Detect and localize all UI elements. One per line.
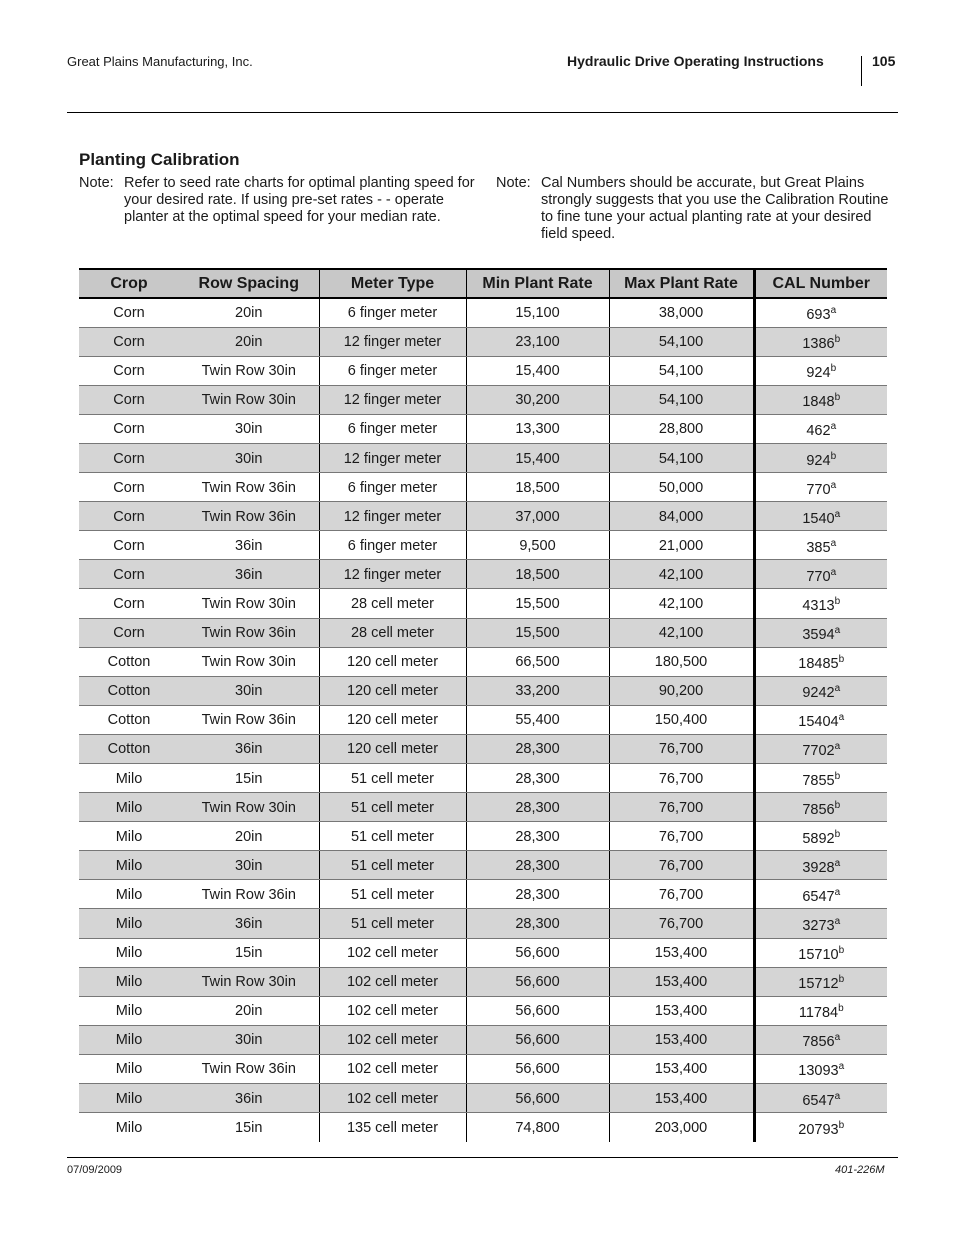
cal-number-cell bbox=[754, 1084, 887, 1113]
meter-type-cell: 120 cell meter bbox=[319, 647, 466, 676]
cal-number-cell bbox=[754, 764, 887, 793]
footnote-marker: a bbox=[834, 1032, 841, 1044]
min-plant-rate-cell: 56,600 bbox=[466, 996, 609, 1025]
footer-rule bbox=[67, 1157, 898, 1158]
meter-type-cell: 51 cell meter bbox=[319, 880, 466, 909]
crop-cell: Corn bbox=[79, 589, 179, 618]
max-plant-rate-cell: 54,100 bbox=[609, 385, 754, 414]
table-row bbox=[79, 909, 887, 938]
min-plant-rate-cell: 56,600 bbox=[466, 1084, 609, 1113]
table-row bbox=[79, 298, 887, 327]
crop-cell: Cotton bbox=[79, 676, 179, 705]
cal-number-value: 1848 bbox=[802, 394, 835, 411]
meter-type-cell: 51 cell meter bbox=[319, 793, 466, 822]
row-spacing-cell: 15in bbox=[179, 764, 319, 793]
cal-number-value: 7702 bbox=[802, 743, 835, 760]
row-spacing-cell: 20in bbox=[179, 298, 319, 327]
max-plant-rate-cell: 50,000 bbox=[609, 473, 754, 502]
meter-type-cell: 28 cell meter bbox=[319, 618, 466, 647]
footnote-marker: a bbox=[834, 741, 841, 753]
crop-cell: Milo bbox=[79, 1084, 179, 1113]
crop-cell: Milo bbox=[79, 1025, 179, 1054]
row-spacing-cell: 20in bbox=[179, 996, 319, 1025]
crop-cell: Corn bbox=[79, 385, 179, 414]
meter-type-cell: 6 finger meter bbox=[319, 414, 466, 443]
cal-number-cell bbox=[754, 938, 887, 967]
min-plant-rate-cell: 18,500 bbox=[466, 473, 609, 502]
max-plant-rate-cell: 42,100 bbox=[609, 589, 754, 618]
footnote-marker: b bbox=[838, 654, 845, 666]
cal-number-value: 3594 bbox=[802, 627, 835, 644]
row-spacing-cell: 36in bbox=[179, 734, 319, 763]
cal-number-value: 1540 bbox=[802, 510, 835, 527]
min-plant-rate-cell: 15,500 bbox=[466, 589, 609, 618]
cal-number-cell bbox=[754, 502, 887, 531]
meter-type-cell: 12 finger meter bbox=[319, 502, 466, 531]
table-row bbox=[79, 938, 887, 967]
table-row bbox=[79, 1084, 887, 1113]
min-plant-rate-cell: 28,300 bbox=[466, 793, 609, 822]
cal-number-cell bbox=[754, 909, 887, 938]
crop-cell: Corn bbox=[79, 618, 179, 647]
cal-number-value: 18485 bbox=[798, 656, 839, 673]
table-header-row bbox=[79, 269, 887, 298]
table-row bbox=[79, 851, 887, 880]
row-spacing-cell: Twin Row 36in bbox=[179, 705, 319, 734]
min-plant-rate-cell: 56,600 bbox=[466, 1025, 609, 1054]
max-plant-rate-cell: 84,000 bbox=[609, 502, 754, 531]
cal-number-cell bbox=[754, 851, 887, 880]
cal-number-cell bbox=[754, 705, 887, 734]
row-spacing-cell: 30in bbox=[179, 414, 319, 443]
footnote-marker: a bbox=[834, 857, 841, 869]
cal-number-cell bbox=[754, 1113, 887, 1142]
footnote-marker: b bbox=[830, 363, 837, 375]
footnote-marker: a bbox=[830, 566, 837, 578]
max-plant-rate-cell: 54,100 bbox=[609, 327, 754, 356]
crop-cell: Milo bbox=[79, 851, 179, 880]
table-row bbox=[79, 967, 887, 996]
crop-cell: Corn bbox=[79, 531, 179, 560]
cal-number-value: 7855 bbox=[802, 772, 835, 789]
max-plant-rate-cell: 153,400 bbox=[609, 938, 754, 967]
min-plant-rate-cell: 15,100 bbox=[466, 298, 609, 327]
max-plant-rate-cell: 54,100 bbox=[609, 356, 754, 385]
table-row bbox=[79, 764, 887, 793]
footnote-marker: a bbox=[838, 1061, 845, 1073]
meter-type-cell: 102 cell meter bbox=[319, 938, 466, 967]
meter-type-cell: 6 finger meter bbox=[319, 356, 466, 385]
cal-number-value: 15712 bbox=[798, 976, 839, 993]
meter-type-cell: 102 cell meter bbox=[319, 996, 466, 1025]
row-spacing-cell: Twin Row 36in bbox=[179, 1054, 319, 1083]
crop-cell: Corn bbox=[79, 356, 179, 385]
row-spacing-cell: 30in bbox=[179, 1025, 319, 1054]
min-plant-rate-cell: 28,300 bbox=[466, 822, 609, 851]
cal-number-value: 15710 bbox=[798, 947, 839, 964]
crop-cell: Cotton bbox=[79, 647, 179, 676]
min-plant-rate-cell: 30,200 bbox=[466, 385, 609, 414]
calibration-table bbox=[79, 268, 887, 1142]
footnote-marker: a bbox=[834, 508, 841, 520]
crop-cell: Corn bbox=[79, 443, 179, 472]
min-plant-rate-cell: 74,800 bbox=[466, 1113, 609, 1142]
meter-type-cell: 102 cell meter bbox=[319, 1025, 466, 1054]
cal-number-value: 385 bbox=[806, 539, 831, 556]
cal-number-cell bbox=[754, 996, 887, 1025]
crop-cell: Corn bbox=[79, 414, 179, 443]
column-header-meter-type: Meter Type bbox=[319, 269, 466, 298]
footnote-marker: b bbox=[838, 945, 845, 957]
row-spacing-cell: Twin Row 36in bbox=[179, 880, 319, 909]
footer-date: 07/09/2009 bbox=[67, 1164, 123, 1176]
row-spacing-cell: Twin Row 36in bbox=[179, 473, 319, 502]
min-plant-rate-cell: 23,100 bbox=[466, 327, 609, 356]
column-header-cal-number: CAL Number bbox=[754, 269, 887, 298]
table-row bbox=[79, 734, 887, 763]
max-plant-rate-cell: 150,400 bbox=[609, 705, 754, 734]
cal-number-value: 15404 bbox=[798, 714, 839, 731]
cal-number-value: 6547 bbox=[802, 1092, 835, 1109]
cal-number-value: 770 bbox=[806, 568, 831, 585]
section-heading: Planting Calibration bbox=[79, 150, 240, 169]
table-row bbox=[79, 618, 887, 647]
crop-cell: Milo bbox=[79, 1054, 179, 1083]
max-plant-rate-cell: 38,000 bbox=[609, 298, 754, 327]
table-row bbox=[79, 443, 887, 472]
max-plant-rate-cell: 76,700 bbox=[609, 793, 754, 822]
footnote-marker: a bbox=[834, 625, 841, 637]
crop-cell: Milo bbox=[79, 938, 179, 967]
row-spacing-cell: 36in bbox=[179, 909, 319, 938]
column-header-row-spacing: Row Spacing bbox=[179, 269, 319, 298]
column-header-max-plant-rate: Max Plant Rate bbox=[609, 269, 754, 298]
row-spacing-cell: 30in bbox=[179, 851, 319, 880]
cal-number-cell bbox=[754, 1054, 887, 1083]
row-spacing-cell: 20in bbox=[179, 327, 319, 356]
cal-number-cell bbox=[754, 880, 887, 909]
footnote-marker: b bbox=[834, 334, 841, 346]
cal-number-value: 770 bbox=[806, 481, 831, 498]
row-spacing-cell: Twin Row 30in bbox=[179, 793, 319, 822]
max-plant-rate-cell: 54,100 bbox=[609, 443, 754, 472]
table-row bbox=[79, 589, 887, 618]
crop-cell: Milo bbox=[79, 764, 179, 793]
min-plant-rate-cell: 28,300 bbox=[466, 764, 609, 793]
meter-type-cell: 6 finger meter bbox=[319, 473, 466, 502]
cal-number-value: 3273 bbox=[802, 918, 835, 935]
meter-type-cell: 102 cell meter bbox=[319, 1054, 466, 1083]
cal-number-cell bbox=[754, 414, 887, 443]
crop-cell: Corn bbox=[79, 560, 179, 589]
footnote-marker: b bbox=[838, 974, 845, 986]
table-row bbox=[79, 502, 887, 531]
footnote-marker: a bbox=[834, 683, 841, 695]
meter-type-cell: 51 cell meter bbox=[319, 822, 466, 851]
crop-cell: Milo bbox=[115, 1119, 143, 1136]
row-spacing-cell: 20in bbox=[179, 822, 319, 851]
footnote-marker: b bbox=[834, 770, 841, 782]
max-plant-rate-cell: 76,700 bbox=[609, 734, 754, 763]
max-plant-rate-cell: 76,700 bbox=[609, 880, 754, 909]
cal-number-value: 9242 bbox=[802, 685, 835, 702]
min-plant-rate-cell: 33,200 bbox=[466, 676, 609, 705]
footnote-marker: b bbox=[838, 1119, 845, 1131]
max-plant-rate-cell: 153,400 bbox=[609, 967, 754, 996]
footnote-marker: a bbox=[830, 305, 837, 317]
cal-number-cell bbox=[754, 676, 887, 705]
cal-number-value: 693 bbox=[806, 307, 831, 324]
table-row bbox=[79, 676, 887, 705]
cal-number-cell bbox=[754, 793, 887, 822]
cal-number-cell bbox=[754, 443, 887, 472]
meter-type-cell: 51 cell meter bbox=[319, 909, 466, 938]
header-rule bbox=[67, 112, 898, 113]
row-spacing-cell: Twin Row 36in bbox=[179, 618, 319, 647]
max-plant-rate-cell: 76,700 bbox=[609, 909, 754, 938]
footnote-marker: a bbox=[830, 537, 837, 549]
footnote-marker: a bbox=[830, 421, 837, 433]
meter-type-cell: 102 cell meter bbox=[319, 1084, 466, 1113]
crop-cell: Cotton bbox=[79, 705, 179, 734]
row-spacing-cell: Twin Row 36in bbox=[179, 502, 319, 531]
meter-type-cell: 120 cell meter bbox=[319, 734, 466, 763]
footnote-marker: b bbox=[834, 828, 841, 840]
meter-type-cell: 6 finger meter bbox=[319, 298, 466, 327]
meter-type-cell: 6 finger meter bbox=[319, 531, 466, 560]
row-spacing-cell: 15in bbox=[235, 1119, 263, 1136]
meter-type-cell: 51 cell meter bbox=[319, 851, 466, 880]
table-row bbox=[79, 1025, 887, 1054]
cal-number-cell bbox=[754, 589, 887, 618]
min-plant-rate-cell: 56,600 bbox=[466, 938, 609, 967]
cal-number-cell bbox=[754, 473, 887, 502]
crop-cell: Milo bbox=[79, 909, 179, 938]
cal-number-cell bbox=[754, 967, 887, 996]
table-row bbox=[79, 647, 887, 676]
table-row bbox=[79, 473, 887, 502]
crop-cell: Corn bbox=[79, 298, 179, 327]
cal-number-value: 13093 bbox=[798, 1063, 839, 1080]
crop-cell: Milo bbox=[79, 880, 179, 909]
max-plant-rate-cell: 180,500 bbox=[609, 647, 754, 676]
min-plant-rate-cell: 15,400 bbox=[466, 356, 609, 385]
max-plant-rate-cell: 153,400 bbox=[609, 1054, 754, 1083]
row-spacing-cell: Twin Row 30in bbox=[179, 385, 319, 414]
table-row bbox=[79, 880, 887, 909]
note-label: Note: bbox=[496, 175, 531, 191]
row-spacing-cell: 30in bbox=[179, 443, 319, 472]
cal-number-cell bbox=[754, 327, 887, 356]
min-plant-rate-cell: 18,500 bbox=[466, 560, 609, 589]
cal-number-cell bbox=[754, 618, 887, 647]
footnote-marker: b bbox=[834, 799, 841, 811]
crop-cell: Milo bbox=[79, 996, 179, 1025]
table-row bbox=[79, 822, 887, 851]
crop-cell: Corn bbox=[79, 502, 179, 531]
header-divider bbox=[861, 56, 862, 86]
min-plant-rate-cell: 28,300 bbox=[466, 851, 609, 880]
max-plant-rate-cell: 28,800 bbox=[609, 414, 754, 443]
min-plant-rate-cell: 56,600 bbox=[466, 1054, 609, 1083]
cal-number-value: 11784 bbox=[798, 1005, 839, 1022]
max-plant-rate-cell: 90,200 bbox=[609, 676, 754, 705]
table-row bbox=[79, 996, 887, 1025]
cal-number-cell bbox=[754, 647, 887, 676]
cal-number-value: 6547 bbox=[802, 888, 835, 905]
min-plant-rate-cell: 37,000 bbox=[466, 502, 609, 531]
table-row bbox=[79, 385, 887, 414]
row-spacing-cell: Twin Row 30in bbox=[179, 967, 319, 996]
note-text: Refer to seed rate charts for optimal planting speed for your desired rate. If using pre-set rates - - operate planter at the optimal speed for your median rate. bbox=[124, 175, 475, 225]
table-row bbox=[79, 560, 887, 589]
meter-type-cell: 28 cell meter bbox=[319, 589, 466, 618]
cal-number-cell bbox=[754, 385, 887, 414]
cal-number-cell bbox=[754, 560, 887, 589]
footnote-marker: b bbox=[838, 1003, 844, 1015]
max-plant-rate-cell: 42,100 bbox=[609, 560, 754, 589]
footnote-marker: a bbox=[834, 886, 841, 898]
max-plant-rate-cell: 42,100 bbox=[609, 618, 754, 647]
crop-cell: Cotton bbox=[79, 734, 179, 763]
footer-doc-number: 401-226M bbox=[835, 1164, 885, 1176]
max-plant-rate-cell: 153,400 bbox=[609, 1084, 754, 1113]
min-plant-rate-cell: 56,600 bbox=[466, 967, 609, 996]
table-row bbox=[79, 327, 887, 356]
column-header-crop: Crop bbox=[79, 269, 179, 298]
min-plant-rate-cell: 55,400 bbox=[466, 705, 609, 734]
min-plant-rate-cell: 28,300 bbox=[466, 734, 609, 763]
footnote-marker: b bbox=[834, 595, 841, 607]
note-label: Note: bbox=[79, 175, 114, 191]
cal-number-value: 7856 bbox=[802, 1034, 835, 1051]
meter-type-cell: 102 cell meter bbox=[319, 967, 466, 996]
meter-type-cell: 135 cell meter bbox=[319, 1113, 466, 1142]
meter-type-cell: 12 finger meter bbox=[319, 327, 466, 356]
crop-cell: Milo bbox=[79, 822, 179, 851]
row-spacing-cell: 36in bbox=[179, 560, 319, 589]
cal-number-value: 7856 bbox=[802, 801, 835, 818]
min-plant-rate-cell: 28,300 bbox=[466, 880, 609, 909]
footnote-marker: a bbox=[830, 479, 837, 491]
row-spacing-cell: 36in bbox=[179, 531, 319, 560]
meter-type-cell: 12 finger meter bbox=[319, 385, 466, 414]
cal-number-cell bbox=[754, 298, 887, 327]
max-plant-rate-cell: 153,400 bbox=[609, 996, 754, 1025]
note-text: Cal Numbers should be accurate, but Great Plains strongly suggests that you use the Calibration Routine to fine tune your actual planting rate at your desired field speed. bbox=[541, 175, 889, 242]
section-title: Hydraulic Drive Operating Instructions bbox=[567, 53, 824, 69]
row-spacing-cell: 15in bbox=[179, 938, 319, 967]
meter-type-cell: 120 cell meter bbox=[319, 705, 466, 734]
max-plant-rate-cell: 76,700 bbox=[609, 851, 754, 880]
row-spacing-cell: Twin Row 30in bbox=[179, 647, 319, 676]
footnote-marker: a bbox=[834, 916, 841, 928]
row-spacing-cell: 36in bbox=[179, 1084, 319, 1113]
table-row bbox=[79, 531, 887, 560]
table-row bbox=[79, 414, 887, 443]
table-row bbox=[79, 793, 887, 822]
note-left bbox=[79, 175, 479, 226]
crop-cell: Milo bbox=[79, 967, 179, 996]
cal-number-value: 462 bbox=[806, 423, 831, 440]
cal-number-value: 5892 bbox=[802, 830, 835, 847]
meter-type-cell: 12 finger meter bbox=[319, 443, 466, 472]
footnote-marker: b bbox=[834, 392, 841, 404]
crop-cell: Corn bbox=[79, 327, 179, 356]
cal-number-value: 1386 bbox=[802, 336, 835, 353]
table-row bbox=[79, 356, 887, 385]
max-plant-rate-cell: 153,400 bbox=[609, 1025, 754, 1054]
cal-number-cell bbox=[754, 822, 887, 851]
table-row bbox=[79, 1054, 887, 1083]
cal-number-value: 924 bbox=[806, 365, 831, 382]
row-spacing-cell: Twin Row 30in bbox=[179, 589, 319, 618]
column-header-min-plant-rate: Min Plant Rate bbox=[466, 269, 609, 298]
table-row bbox=[79, 1113, 887, 1142]
cal-number-value: 20793 bbox=[798, 1121, 839, 1138]
note-right bbox=[496, 175, 896, 243]
cal-number-cell bbox=[754, 1025, 887, 1054]
min-plant-rate-cell: 66,500 bbox=[466, 647, 609, 676]
table-row bbox=[79, 705, 887, 734]
max-plant-rate-cell: 21,000 bbox=[609, 531, 754, 560]
row-spacing-cell: 30in bbox=[179, 676, 319, 705]
row-spacing-cell: Twin Row 30in bbox=[179, 356, 319, 385]
footnote-marker: a bbox=[838, 712, 845, 724]
min-plant-rate-cell: 15,400 bbox=[466, 443, 609, 472]
table-body bbox=[79, 298, 887, 1142]
cal-number-value: 3928 bbox=[802, 859, 835, 876]
min-plant-rate-cell: 9,500 bbox=[466, 531, 609, 560]
min-plant-rate-cell: 28,300 bbox=[466, 909, 609, 938]
min-plant-rate-cell: 15,500 bbox=[466, 618, 609, 647]
crop-cell: Corn bbox=[79, 473, 179, 502]
max-plant-rate-cell: 76,700 bbox=[609, 764, 754, 793]
company-name: Great Plains Manufacturing, Inc. bbox=[67, 54, 253, 69]
max-plant-rate-cell: 76,700 bbox=[609, 822, 754, 851]
cal-number-value: 4313 bbox=[802, 597, 835, 614]
cal-number-cell bbox=[754, 734, 887, 763]
footnote-marker: a bbox=[834, 1090, 841, 1102]
cal-number-cell bbox=[754, 356, 887, 385]
cal-number-value: 924 bbox=[806, 452, 831, 469]
footnote-marker: b bbox=[830, 450, 837, 462]
max-plant-rate-cell: 203,000 bbox=[609, 1113, 754, 1142]
cal-number-cell bbox=[754, 531, 887, 560]
min-plant-rate-cell: 13,300 bbox=[466, 414, 609, 443]
page-number: 105 bbox=[872, 53, 896, 69]
meter-type-cell: 120 cell meter bbox=[319, 676, 466, 705]
meter-type-cell: 12 finger meter bbox=[319, 560, 466, 589]
crop-cell: Milo bbox=[79, 793, 179, 822]
meter-type-cell: 51 cell meter bbox=[319, 764, 466, 793]
